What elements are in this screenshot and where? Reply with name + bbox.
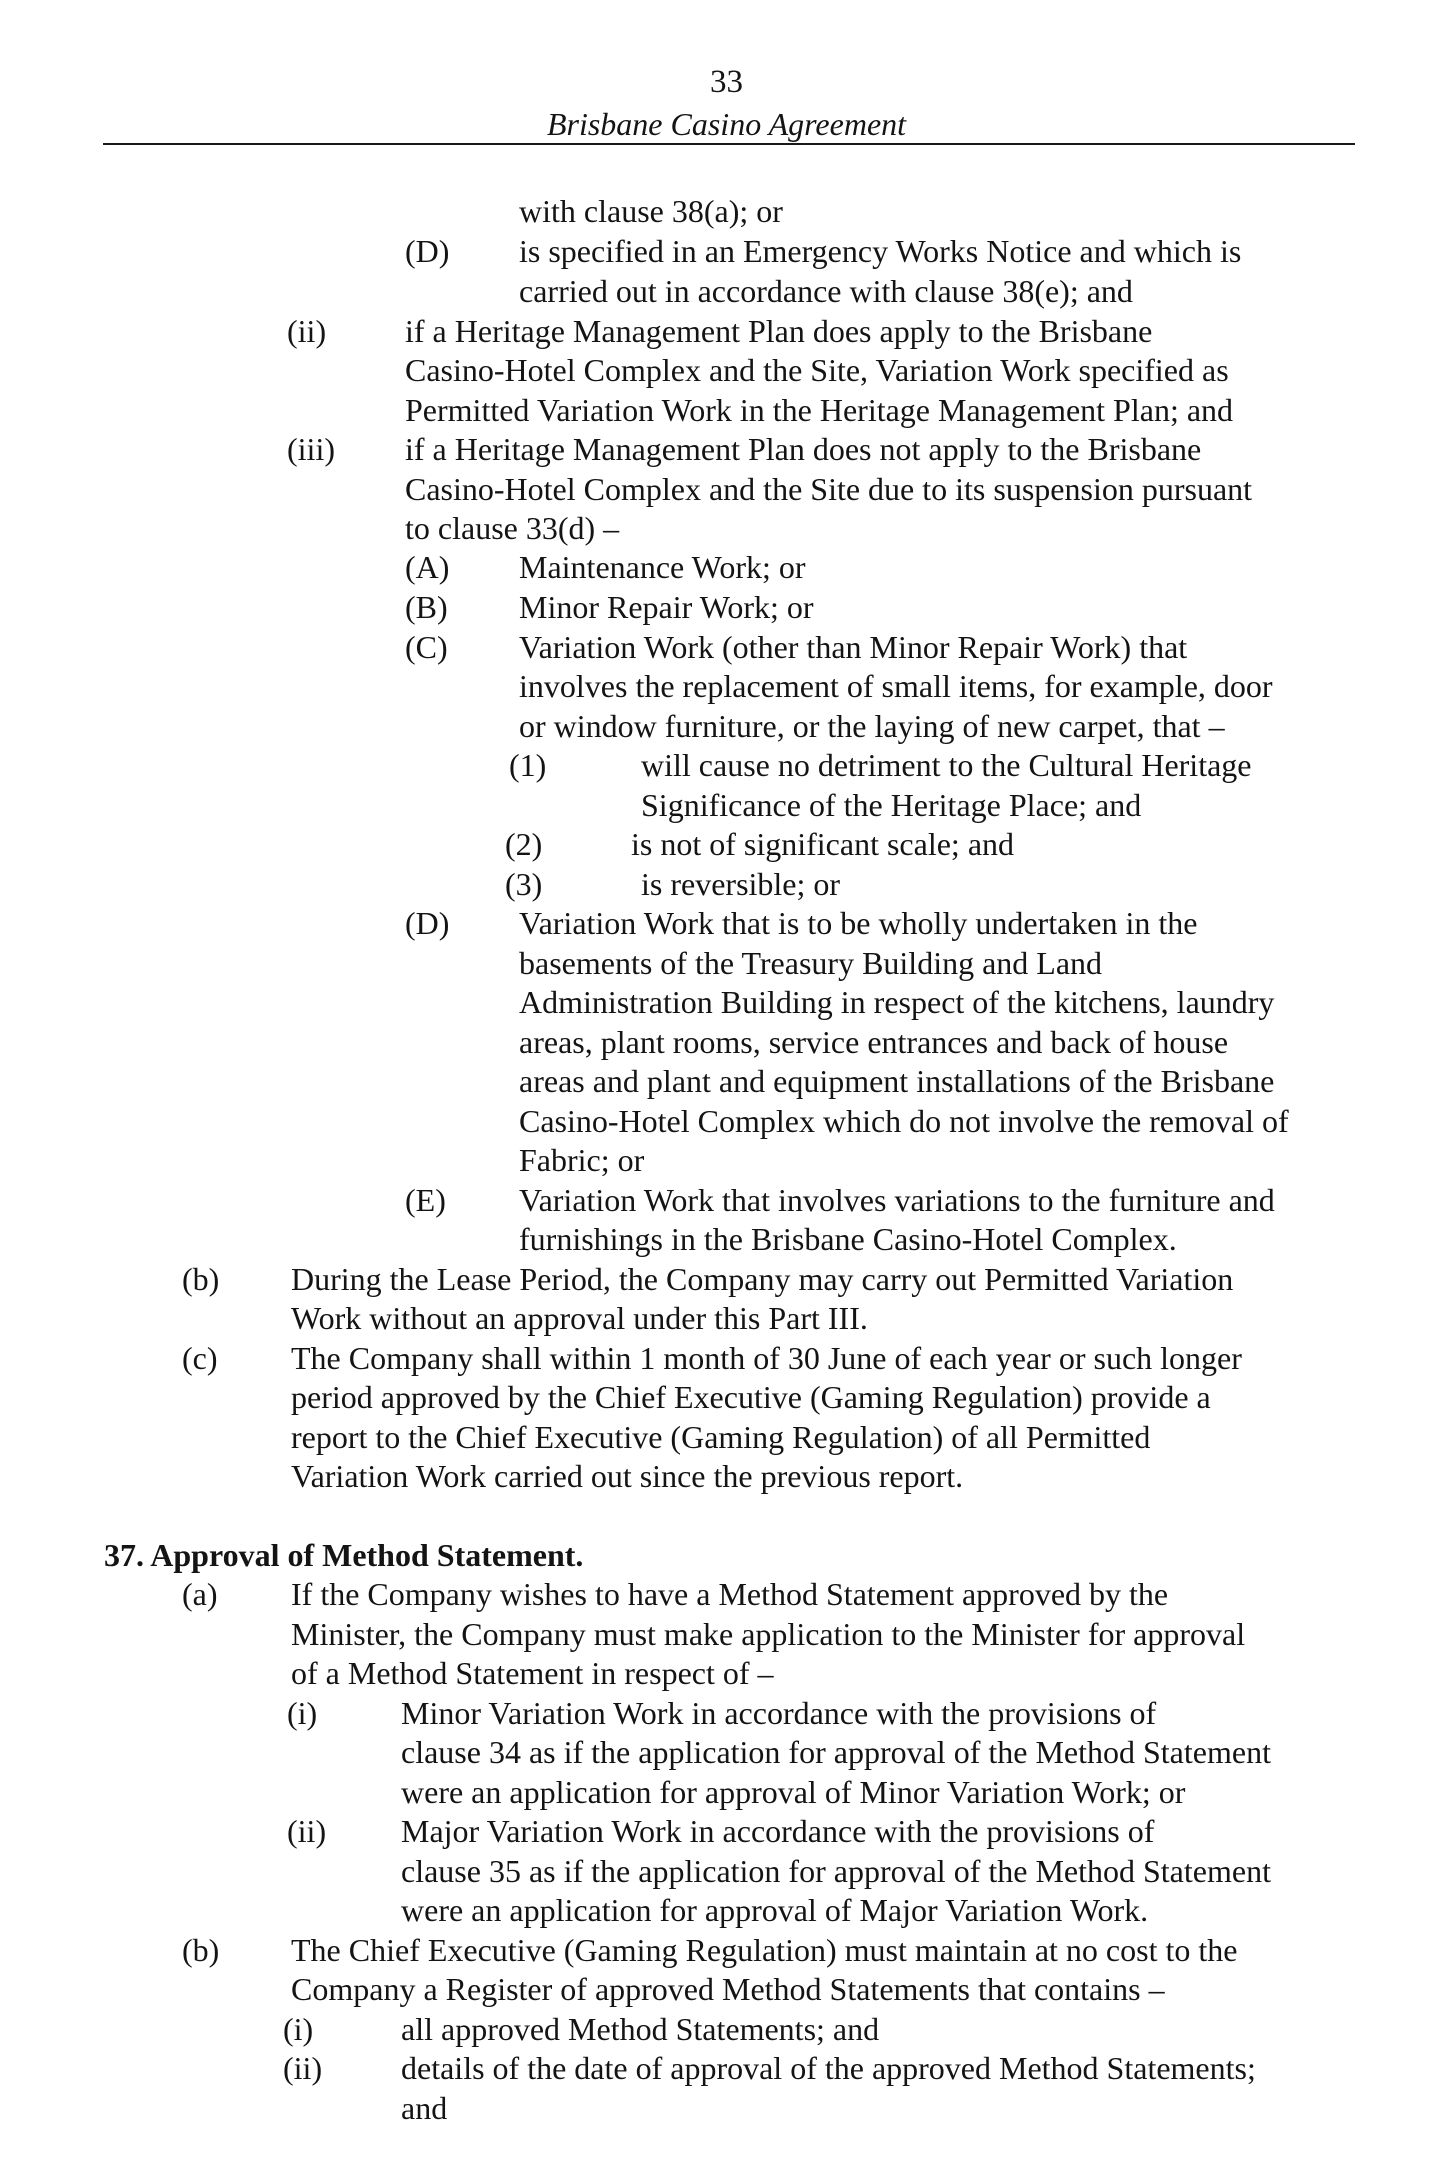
- text-line: Casino-Hotel Complex which do not involve the removal of: [519, 1103, 1289, 1139]
- text-line: Permitted Variation Work in the Heritage Management Plan; and: [405, 392, 1234, 428]
- text-line: Company a Register of approved Method Statements that contains –: [291, 1971, 1165, 2007]
- text-line: or window furniture, or the laying of new carpet, that –: [519, 708, 1225, 744]
- text-line: Minor Variation Work in accordance with the provisions of: [401, 1695, 1157, 1731]
- clause-marker: (ii): [283, 2050, 323, 2086]
- text-line: The Chief Executive (Gaming Regulation) must maintain at no cost to the: [291, 1932, 1238, 1968]
- clause-marker: (2): [505, 826, 543, 862]
- text-line: Minor Repair Work; or: [519, 589, 814, 625]
- text-line: Variation Work that is to be wholly undertaken in the: [519, 905, 1198, 941]
- clause-marker: (iii): [287, 431, 335, 467]
- text-line: details of the date of approval of the approved Method Statements;: [401, 2050, 1256, 2086]
- text-line: clause 34 as if the application for approval of the Method Statement: [401, 1734, 1271, 1770]
- text-line: areas, plant rooms, service entrances and back of house: [519, 1024, 1229, 1060]
- clause-marker: (a): [182, 1576, 218, 1612]
- text-line: will cause no detriment to the Cultural Heritage: [641, 747, 1252, 783]
- text-line: if a Heritage Management Plan does not apply to the Brisbane: [405, 431, 1202, 467]
- text-line: Significance of the Heritage Place; and: [641, 787, 1142, 823]
- clause-marker: (b): [182, 1932, 220, 1968]
- text-line: and: [401, 2090, 448, 2126]
- text-line: During the Lease Period, the Company may carry out Permitted Variation: [291, 1261, 1234, 1297]
- text-line: basements of the Treasury Building and Land: [519, 945, 1103, 981]
- running-title: Brisbane Casino Agreement: [546, 106, 907, 142]
- text-line: If the Company wishes to have a Method Statement approved by the: [291, 1576, 1169, 1612]
- text-line: Maintenance Work; or: [519, 549, 806, 585]
- text-line: were an application for approval of Major Variation Work.: [401, 1892, 1149, 1928]
- text-line: period approved by the Chief Executive (Gaming Regulation) provide a: [291, 1379, 1211, 1415]
- clause-marker: (i): [283, 2011, 314, 2047]
- page-number: 33: [710, 64, 743, 100]
- text-line: is reversible; or: [641, 866, 841, 902]
- text-line: areas and plant and equipment installations of the Brisbane: [519, 1063, 1275, 1099]
- section-heading: 37. Approval of Method Statement.: [104, 1537, 584, 1573]
- text-line: Major Variation Work in accordance with the provisions of: [401, 1813, 1155, 1849]
- clause-marker: (b): [182, 1261, 220, 1297]
- clause-marker: (E): [405, 1182, 446, 1218]
- text-line: Casino-Hotel Complex and the Site, Variation Work specified as: [405, 352, 1229, 388]
- clause-marker: (B): [405, 589, 448, 625]
- clause-marker: (ii): [287, 313, 327, 349]
- clause-marker: (D): [405, 905, 450, 941]
- text-line: furnishings in the Brisbane Casino-Hotel Complex.: [519, 1221, 1177, 1257]
- text-line: all approved Method Statements; and: [401, 2011, 880, 2047]
- text-line: with clause 38(a); or: [519, 193, 783, 229]
- clause-marker: (3): [505, 866, 543, 902]
- text-line: Variation Work carried out since the previous report.: [291, 1458, 964, 1494]
- text-line: Fabric; or: [519, 1142, 645, 1178]
- clause-marker: (c): [182, 1340, 218, 1376]
- clause-marker: (ii): [287, 1813, 327, 1849]
- clause-marker: (C): [405, 629, 448, 665]
- text-line: Casino-Hotel Complex and the Site due to its suspension pursuant: [405, 471, 1253, 507]
- clause-marker: (1): [509, 747, 547, 783]
- text-line: were an application for approval of Minor Variation Work; or: [401, 1774, 1186, 1810]
- text-line: report to the Chief Executive (Gaming Regulation) of all Permitted: [291, 1419, 1151, 1455]
- text-line: Work without an approval under this Part III.: [291, 1300, 868, 1336]
- clause-marker: (i): [287, 1695, 318, 1731]
- text-line: to clause 33(d) –: [405, 510, 620, 546]
- text-line: involves the replacement of small items, for example, door: [519, 668, 1273, 704]
- text-line: Minister, the Company must make application to the Minister for approval: [291, 1616, 1246, 1652]
- text-line: Variation Work (other than Minor Repair Work) that: [519, 629, 1188, 665]
- text-line: of a Method Statement in respect of –: [291, 1655, 774, 1691]
- text-line: carried out in accordance with clause 38(e); and: [519, 273, 1133, 309]
- text-line: clause 35 as if the application for approval of the Method Statement: [401, 1853, 1271, 1889]
- text-line: The Company shall within 1 month of 30 June of each year or such longer: [291, 1340, 1242, 1376]
- text-line: if a Heritage Management Plan does apply to the Brisbane: [405, 313, 1153, 349]
- header-rule: [103, 143, 1355, 145]
- text-line: is specified in an Emergency Works Notice and which is: [519, 233, 1242, 269]
- text-line: Administration Building in respect of the kitchens, laundry: [519, 984, 1275, 1020]
- text-line: is not of significant scale; and: [631, 826, 1015, 862]
- text-line: Variation Work that involves variations to the furniture and: [519, 1182, 1275, 1218]
- clause-marker: (D): [405, 233, 450, 269]
- clause-marker: (A): [405, 549, 450, 585]
